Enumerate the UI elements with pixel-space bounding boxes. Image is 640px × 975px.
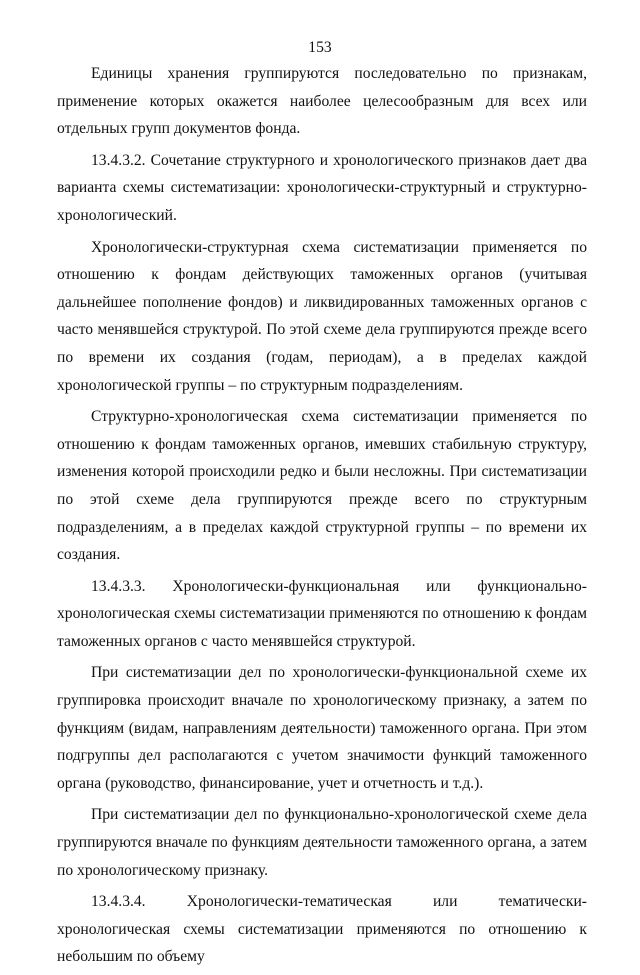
paragraph-chrono-functional: При систематизации дел по хронологически-функциональной схеме их группировка происходит вначале по хронологическому признаку, а затем по функциям (видам, направлениям деятельности) таможенного органа. При этом подгруппы дел располагаются с учетом значимости функций таможенного органа (руководство, финансирование, учет и отчетность и т.д.). xyxy=(57,664,587,792)
paragraph-chrono-structural: Хронологически-структурная схема систематизации применяется по отношению к фондам действующих таможенных органов (учитывая дальнейшее пополнение фондов) и ликвидированных таможенных органов с часто менявшейся структурой. По этой схеме дела группируются прежде всего по времени их создания (годам, периодам), а в пределах каждой хронологической группы – по структурным подразделениям. xyxy=(57,238,587,394)
document-body xyxy=(57,60,587,975)
page-number: 153 xyxy=(308,39,332,56)
paragraph-structural-chrono: Структурно-хронологическая схема систематизации применяется по отношению к фондам таможенных органов, имевших стабильную структуру, изменения которой происходили редко и были несложны. При систематизации по этой схеме дела группируются прежде всего по структурным подразделениям, а в пределах каждой структурной группы – по времени их создания. xyxy=(57,408,587,564)
paragraph-functional-chrono: При систематизации дел по функционально-хронологической схеме дела группируются вначале по функциям деятельности таможенного органа, а затем по хронологическому признаку. xyxy=(57,806,587,879)
paragraph-storage-units: Единицы хранения группируются последовательно по признакам, применение которых окажется наиболее целесообразным для всех или отдельных групп документов фонда. xyxy=(57,65,587,138)
paragraph-13-4-3-4: 13.4.3.4. Хронологически-тематическая или тематически-хронологическая схемы систематизации применяются по отношению к небольшим по объему xyxy=(57,893,587,966)
paragraph-13-4-3-2: 13.4.3.2. Сочетание структурного и хронологического признаков дает два варианта схемы систематизации: хронологически-структурный и структурно-хронологический. xyxy=(57,151,587,224)
paragraph-13-4-3-3: 13.4.3.3. Хронологически-функциональная или функционально-хронологическая схемы систематизации применяются по отношению к фондам таможенных органов с часто менявшейся структурой. xyxy=(57,577,587,650)
